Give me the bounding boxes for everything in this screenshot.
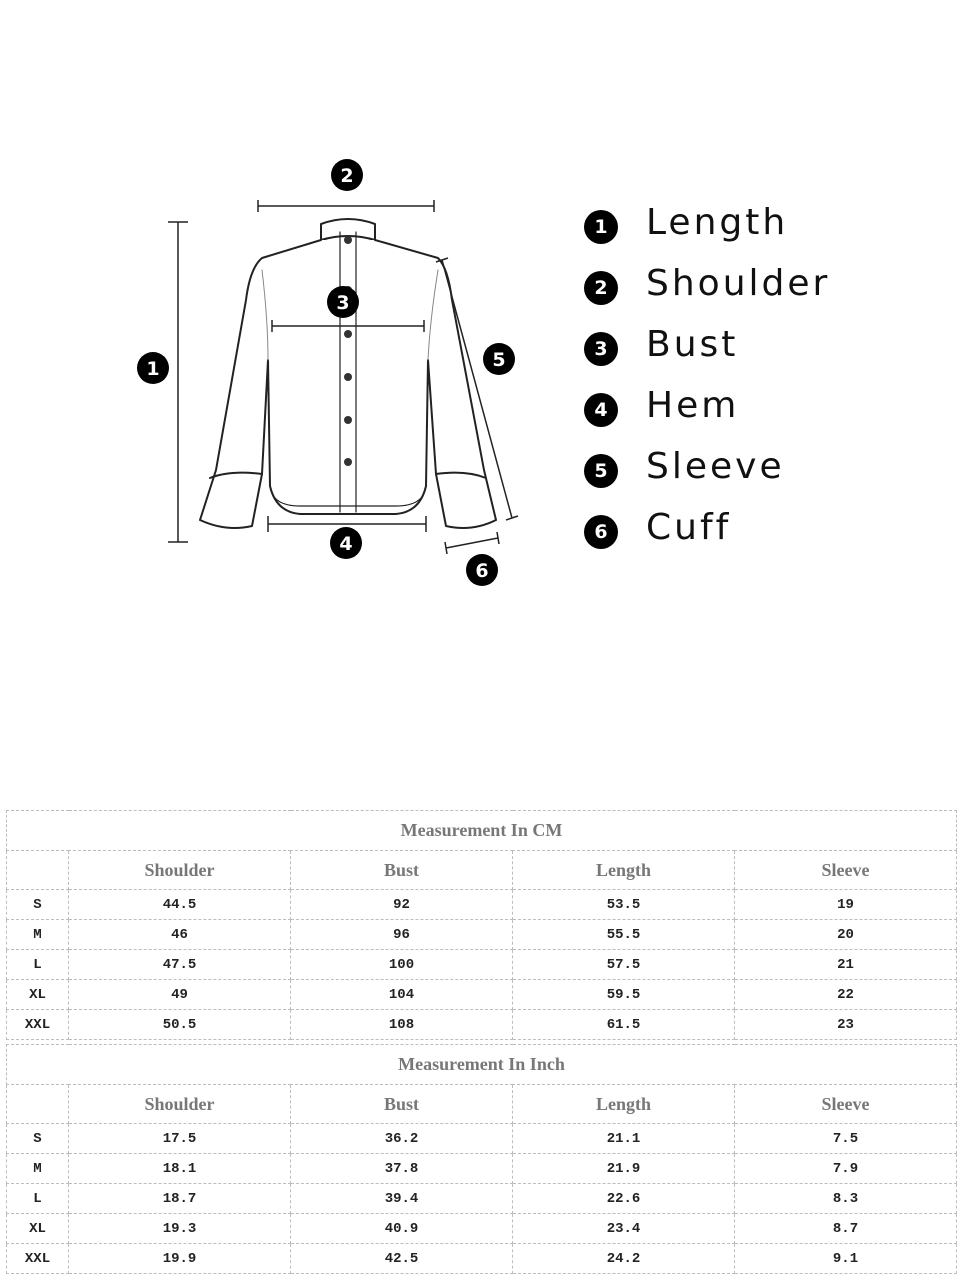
value-cell: 46 bbox=[69, 920, 291, 950]
value-cell: 50.5 bbox=[69, 1010, 291, 1040]
value-cell: 23 bbox=[735, 1010, 957, 1040]
diagram-marker-3 bbox=[327, 286, 359, 318]
value-cell: 22.6 bbox=[513, 1184, 735, 1214]
value-cell: 42.5 bbox=[291, 1244, 513, 1274]
size-cell: XL bbox=[7, 1214, 69, 1244]
legend-label: Shoulder bbox=[646, 263, 831, 304]
svg-text:3: 3 bbox=[336, 292, 350, 314]
size-cell: XL bbox=[7, 980, 69, 1010]
value-cell: 57.5 bbox=[513, 950, 735, 980]
size-cell: S bbox=[7, 890, 69, 920]
value-cell: 7.9 bbox=[735, 1154, 957, 1184]
legend-item-length bbox=[584, 200, 924, 261]
size-tables bbox=[6, 810, 957, 1274]
diagram-marker-2 bbox=[331, 159, 363, 191]
svg-text:5: 5 bbox=[492, 349, 506, 371]
legend-number: 2 bbox=[584, 271, 618, 305]
value-cell: 61.5 bbox=[513, 1010, 735, 1040]
legend-number: 1 bbox=[584, 210, 618, 244]
legend-number: 4 bbox=[584, 393, 618, 427]
table-title: Measurement In CM bbox=[7, 811, 957, 851]
header-cell-size bbox=[7, 851, 69, 890]
diagram-marker-1 bbox=[137, 352, 169, 384]
value-cell: 7.5 bbox=[735, 1124, 957, 1154]
legend-number: 3 bbox=[584, 332, 618, 366]
value-cell: 18.1 bbox=[69, 1154, 291, 1184]
value-cell: 39.4 bbox=[291, 1184, 513, 1214]
size-table-inch bbox=[6, 1044, 957, 1274]
table-row bbox=[7, 980, 957, 1010]
header-cell-bust: Bust bbox=[291, 851, 513, 890]
header-cell-length: Length bbox=[513, 851, 735, 890]
value-cell: 92 bbox=[291, 890, 513, 920]
header-cell-bust: Bust bbox=[291, 1085, 513, 1124]
table-row bbox=[7, 1214, 957, 1244]
value-cell: 19 bbox=[735, 890, 957, 920]
size-cell: M bbox=[7, 1154, 69, 1184]
table-row bbox=[7, 1184, 957, 1214]
value-cell: 59.5 bbox=[513, 980, 735, 1010]
legend-label: Cuff bbox=[646, 507, 732, 548]
value-cell: 23.4 bbox=[513, 1214, 735, 1244]
value-cell: 8.7 bbox=[735, 1214, 957, 1244]
table-row bbox=[7, 890, 957, 920]
value-cell: 108 bbox=[291, 1010, 513, 1040]
value-cell: 21 bbox=[735, 950, 957, 980]
value-cell: 104 bbox=[291, 980, 513, 1010]
header-cell-shoulder: Shoulder bbox=[69, 851, 291, 890]
diagram-marker-4 bbox=[330, 527, 362, 559]
value-cell: 55.5 bbox=[513, 920, 735, 950]
legend-item-sleeve bbox=[584, 444, 924, 505]
table-header-row bbox=[7, 851, 957, 890]
size-cell: L bbox=[7, 950, 69, 980]
size-cell: M bbox=[7, 920, 69, 950]
value-cell: 96 bbox=[291, 920, 513, 950]
legend-item-cuff bbox=[584, 505, 924, 566]
value-cell: 53.5 bbox=[513, 890, 735, 920]
header-cell-shoulder: Shoulder bbox=[69, 1085, 291, 1124]
value-cell: 8.3 bbox=[735, 1184, 957, 1214]
legend-label: Length bbox=[646, 202, 789, 243]
table-header-row bbox=[7, 1085, 957, 1124]
svg-text:4: 4 bbox=[339, 533, 353, 555]
value-cell: 24.2 bbox=[513, 1244, 735, 1274]
diagram-marker-6 bbox=[466, 554, 498, 586]
table-row bbox=[7, 950, 957, 980]
legend-label: Sleeve bbox=[646, 446, 785, 487]
table-title: Measurement In Inch bbox=[7, 1045, 957, 1085]
diagram-marker-5 bbox=[483, 343, 515, 375]
value-cell: 36.2 bbox=[291, 1124, 513, 1154]
header-cell-size bbox=[7, 1085, 69, 1124]
table-row bbox=[7, 1154, 957, 1184]
value-cell: 19.9 bbox=[69, 1244, 291, 1274]
svg-text:6: 6 bbox=[475, 560, 489, 582]
header-cell-sleeve: Sleeve bbox=[735, 1085, 957, 1124]
size-table-cm bbox=[6, 810, 957, 1040]
legend-item-hem bbox=[584, 383, 924, 444]
value-cell: 18.7 bbox=[69, 1184, 291, 1214]
svg-text:1: 1 bbox=[146, 358, 160, 380]
value-cell: 37.8 bbox=[291, 1154, 513, 1184]
size-cell: S bbox=[7, 1124, 69, 1154]
value-cell: 17.5 bbox=[69, 1124, 291, 1154]
value-cell: 44.5 bbox=[69, 890, 291, 920]
measurement-legend bbox=[584, 200, 924, 566]
value-cell: 22 bbox=[735, 980, 957, 1010]
value-cell: 21.9 bbox=[513, 1154, 735, 1184]
legend-item-shoulder bbox=[584, 261, 924, 322]
value-cell: 40.9 bbox=[291, 1214, 513, 1244]
table-row bbox=[7, 1010, 957, 1040]
value-cell: 100 bbox=[291, 950, 513, 980]
table-row bbox=[7, 920, 957, 950]
value-cell: 49 bbox=[69, 980, 291, 1010]
legend-label: Hem bbox=[646, 385, 740, 426]
size-cell: XXL bbox=[7, 1244, 69, 1274]
value-cell: 47.5 bbox=[69, 950, 291, 980]
value-cell: 21.1 bbox=[513, 1124, 735, 1154]
header-cell-sleeve: Sleeve bbox=[735, 851, 957, 890]
table-row bbox=[7, 1244, 957, 1274]
legend-number: 6 bbox=[584, 515, 618, 549]
legend-label: Bust bbox=[646, 324, 739, 365]
header-cell-length: Length bbox=[513, 1085, 735, 1124]
value-cell: 20 bbox=[735, 920, 957, 950]
value-cell: 9.1 bbox=[735, 1244, 957, 1274]
table-row bbox=[7, 1124, 957, 1154]
legend-item-bust bbox=[584, 322, 924, 383]
size-cell: L bbox=[7, 1184, 69, 1214]
value-cell: 19.3 bbox=[69, 1214, 291, 1244]
legend-number: 5 bbox=[584, 454, 618, 488]
svg-text:2: 2 bbox=[340, 165, 354, 187]
size-cell: XXL bbox=[7, 1010, 69, 1040]
